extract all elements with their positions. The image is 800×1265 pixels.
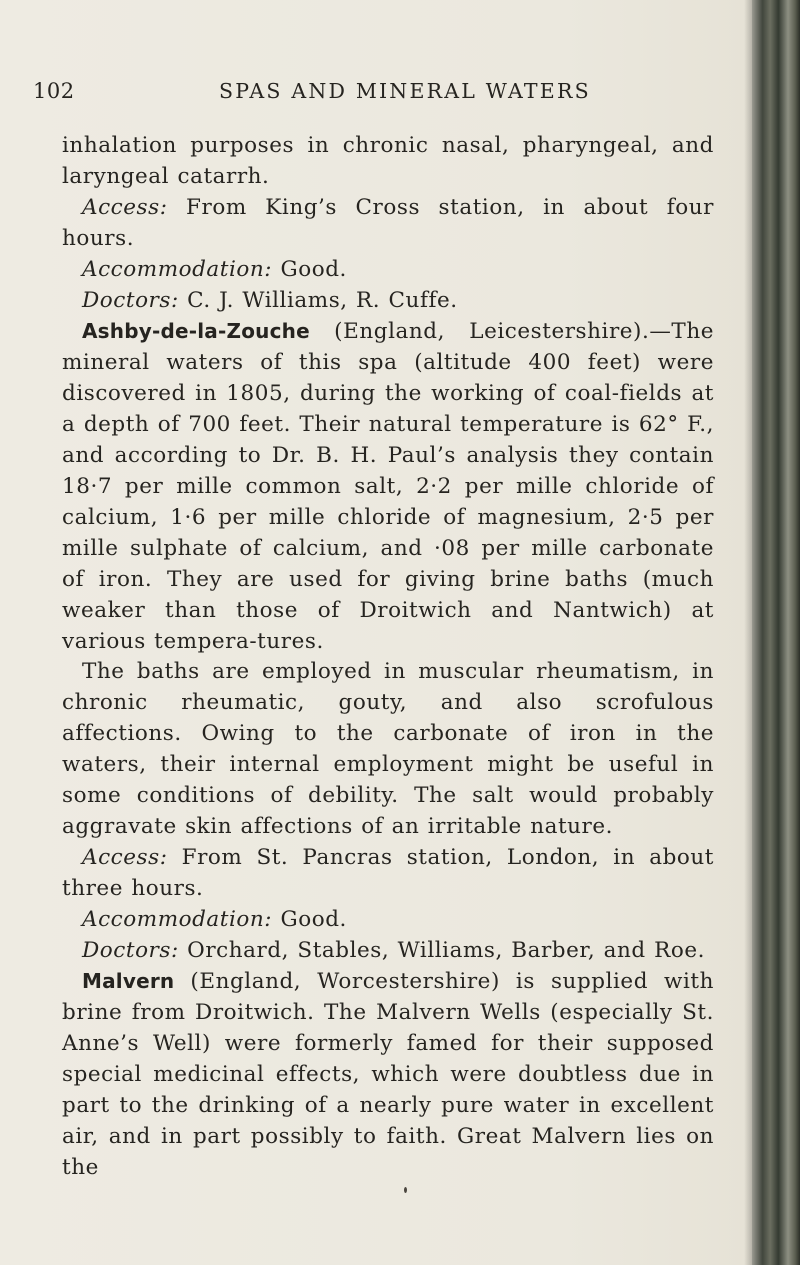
paragraph-ashby (62, 316, 714, 657)
accommodation-text: Good. (272, 256, 347, 282)
access-text: From King’s Cross station, in about four hours. (62, 194, 714, 251)
paragraph-accommodation-2 (62, 905, 714, 936)
paragraph-baths (62, 657, 714, 842)
entry-heading-malvern: Malvern (82, 969, 175, 994)
running-head: SPAS AND MINERAL WATERS (219, 79, 591, 103)
paragraph-inhalation (62, 131, 714, 193)
paragraph-accommodation-1 (62, 255, 714, 286)
access-label: Access: (82, 844, 168, 870)
access-text: From St. Pancras station, London, in about three hours. (62, 844, 714, 901)
book-spine-edge (752, 0, 800, 1265)
entry-text-ashby: (England, Leicestershire).—The mineral waters of this spa (altitude 400 feet) were discovered in 1805, during the working of coal-fields at a depth of 700 feet. Their natural temperature is 62° F., and according to Dr. B. H. Paul’s analysis they contain 18·7 per mille common salt, 2·2 per mille chloride of calcium, 1·6 per mille chloride of magnesium, 2·5 per mille sulphate of calcium, and ·08 per mille carbonate of iron. They are used for giving brine baths (much weaker than those of Droitwich and Nantwich) at various tempera-tures. (62, 319, 714, 654)
doctors-label: Doctors: (82, 937, 179, 963)
paragraph-malvern (62, 966, 714, 1183)
paragraph-access-1 (62, 193, 714, 255)
doctors-text: C. J. Williams, R. Cuffe. (178, 287, 458, 313)
paragraph-doctors-1 (62, 286, 714, 317)
page-header (0, 79, 800, 109)
doctors-label: Doctors: (82, 287, 179, 313)
page-number: 102 (33, 79, 75, 103)
accommodation-label: Accommodation: (82, 256, 273, 282)
entry-text-malvern: (England, Worcestershire) is supplied with brine from Droitwich. The Malvern Wells (especially St. Anne’s Well) were formerly famed for their supposed special medicinal effects, which were doubtless due in part to the drinking of a nearly pure water in excellent air, and in part possibly to faith. Great Malvern lies on the (62, 969, 714, 1180)
paragraph-doctors-2 (62, 936, 714, 967)
ink-speck (404, 1187, 407, 1193)
doctors-text: Orchard, Stables, Williams, Barber, and Roe. (178, 937, 705, 963)
accommodation-text: Good. (272, 906, 347, 932)
accommodation-label: Accommodation: (82, 906, 273, 932)
access-label: Access: (82, 194, 168, 220)
entry-heading-ashby: Ashby-de-la-Zouche (82, 319, 310, 344)
paragraph-text: inhalation purposes in chronic nasal, pharyngeal, and laryngeal catarrh. (62, 133, 714, 189)
body-text (62, 131, 714, 1184)
paragraph-access-2 (62, 843, 714, 905)
paragraph-text: The baths are employed in muscular rheumatism, in chronic rheumatic, gouty, and also scrofulous affections. Owing to the carbonate of iron in the waters, their internal employment might be useful in some conditions of debility. The salt would probably aggravate skin affections of an irritable nature. (62, 659, 714, 839)
